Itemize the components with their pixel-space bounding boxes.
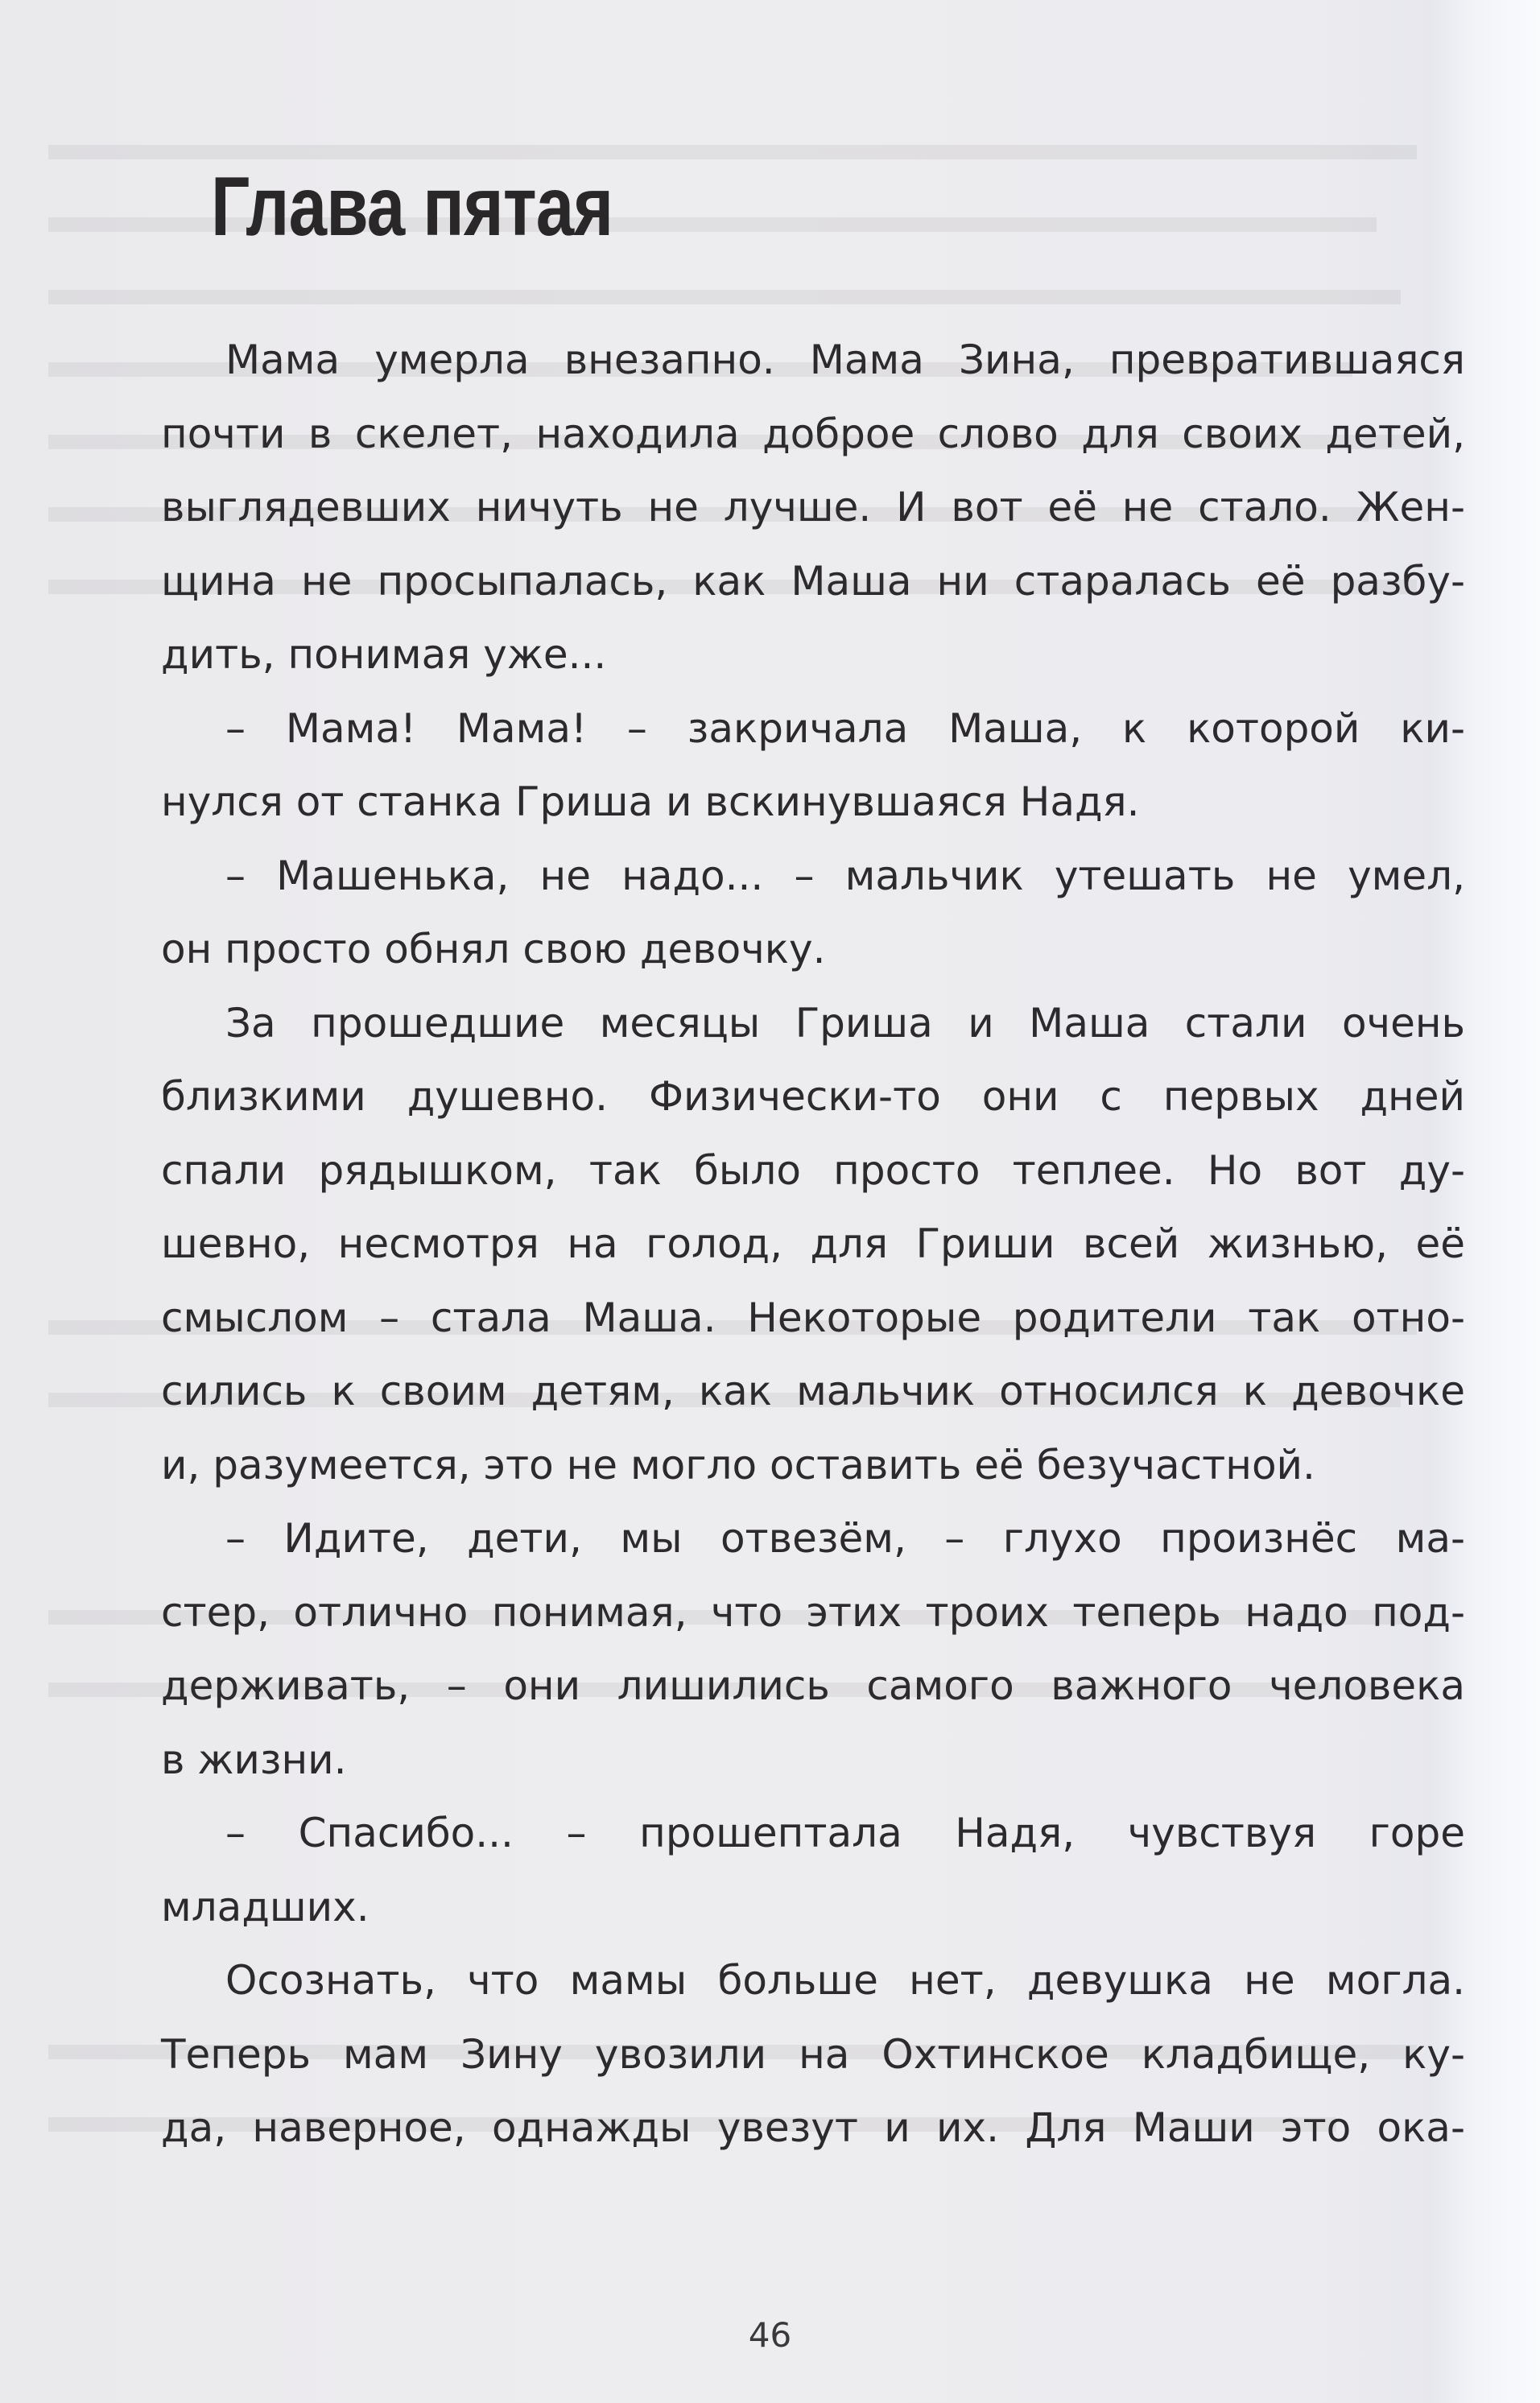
text-line: спали рядышком, так было просто теплее. Но вот ду-: [161, 1146, 1465, 1194]
text-line: выглядевших ничуть не лучше. И вот её не стало. Жен-: [161, 484, 1465, 531]
text-line: смыслом – стала Маша. Некоторые родители так отно-: [161, 1294, 1465, 1341]
text-line: нулся от станка Гриша и вскинувшаяся Надя.: [161, 778, 1140, 825]
text-line: Мама умерла внезапно. Мама Зина, превратившаяся: [225, 337, 1465, 383]
text-line: дить, понимая уже...: [161, 631, 607, 678]
text-line: – Мама! Мама! – закричала Маша, к которой ки-: [225, 704, 1465, 752]
body-text: [161, 324, 1465, 2166]
chapter-title: Глава пятая: [211, 160, 613, 254]
text-line: – Идите, дети, мы отвезём, – глухо произнёс ма-: [225, 1515, 1465, 1562]
text-line: и, разумеется, это не могло оставить её безучастной.: [161, 1441, 1315, 1488]
text-line: – Спасибо... – прошептала Надя, чувствуя горе: [225, 1810, 1465, 1856]
text-line: держивать, – они лишились самого важного человека: [161, 1662, 1465, 1709]
text-line: младших.: [161, 1883, 370, 1930]
text-line: сились к своим детям, как мальчик относился к девочке: [161, 1368, 1465, 1414]
text-line: он просто обнял свою девочку.: [161, 926, 826, 972]
page-number: 46: [748, 2315, 792, 2355]
text-line: в жизни.: [161, 1736, 347, 1783]
text-line: – Машенька, не надо... – мальчик утешать не умел,: [225, 852, 1465, 899]
text-line: шевно, несмотря на голод, для Гриши всей жизнью, её: [161, 1220, 1465, 1267]
text-line: да, наверное, однажды увезут и их. Для Маши это ока-: [161, 2104, 1465, 2151]
text-line: За прошедшие месяцы Гриша и Маша стали очень: [225, 999, 1465, 1047]
text-line: Теперь мам Зину увозили на Охтинское кладбище, ку-: [161, 2030, 1465, 2078]
text-line: щина не просыпалась, как Маша ни старалась её разбу-: [161, 557, 1465, 605]
text-line: почти в скелет, находила доброе слово для своих детей,: [161, 410, 1465, 457]
text-line: Осознать, что мамы больше нет, девушка не могла.: [225, 1957, 1465, 2004]
text-line: близкими душевно. Физически-то они с первых дней: [161, 1073, 1465, 1120]
text-line: стер, отлично понимая, что этих троих теперь надо под-: [161, 1588, 1465, 1636]
